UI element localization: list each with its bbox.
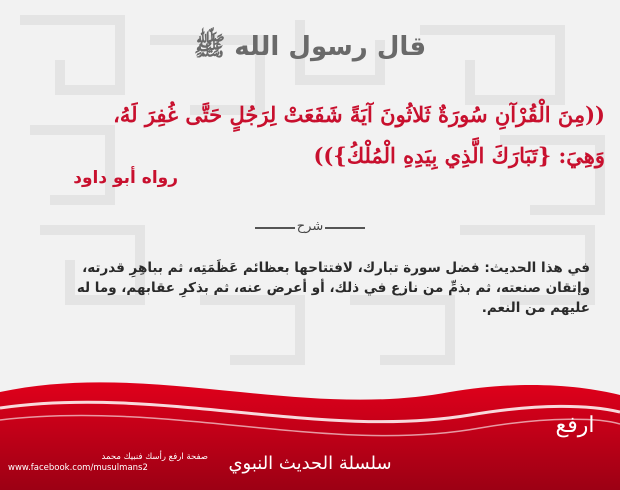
- series-title: سلسلة الحديث النبوي: [228, 453, 392, 474]
- sharh-label: شرح: [296, 219, 324, 234]
- page-name: صفحة ارفع رأسك فنبيك محمد: [101, 452, 208, 462]
- logo: [545, 392, 605, 452]
- narrator-label: رواه أبو داود: [73, 168, 178, 188]
- hadith-line-2: وَهِيَ: {تَبَارَكَ الَّذِي بِيَدِهِ الْمُلْكُ})): [313, 143, 605, 168]
- sharh-divider: [255, 208, 365, 238]
- page-url: www.facebook.com/musulmans2: [8, 463, 148, 473]
- page-title: قال رسول الله ﷺ: [193, 32, 427, 62]
- svg-text:ارفع: ارفع: [555, 413, 595, 438]
- explanation-text: في هذا الحديث: فضل سورة تبارك، لافتتاحها بعظائم عَظَمَتِه، ثم بباهِرِ قدرته، وإتقان صنعته، ثم بذمِّ من نازع في ذلك، أو أعرض عنه، ثم بذكرِ عقابهم، وما له عليهم من النعم.: [76, 260, 590, 316]
- hadith-line-1: ((مِنَ الْقُرْآنِ سُورَةٌ ثَلاثُونَ آيَةً شَفَعَتْ لِرَجُلٍ حَتَّى غُفِرَ لَهُ،: [113, 102, 605, 127]
